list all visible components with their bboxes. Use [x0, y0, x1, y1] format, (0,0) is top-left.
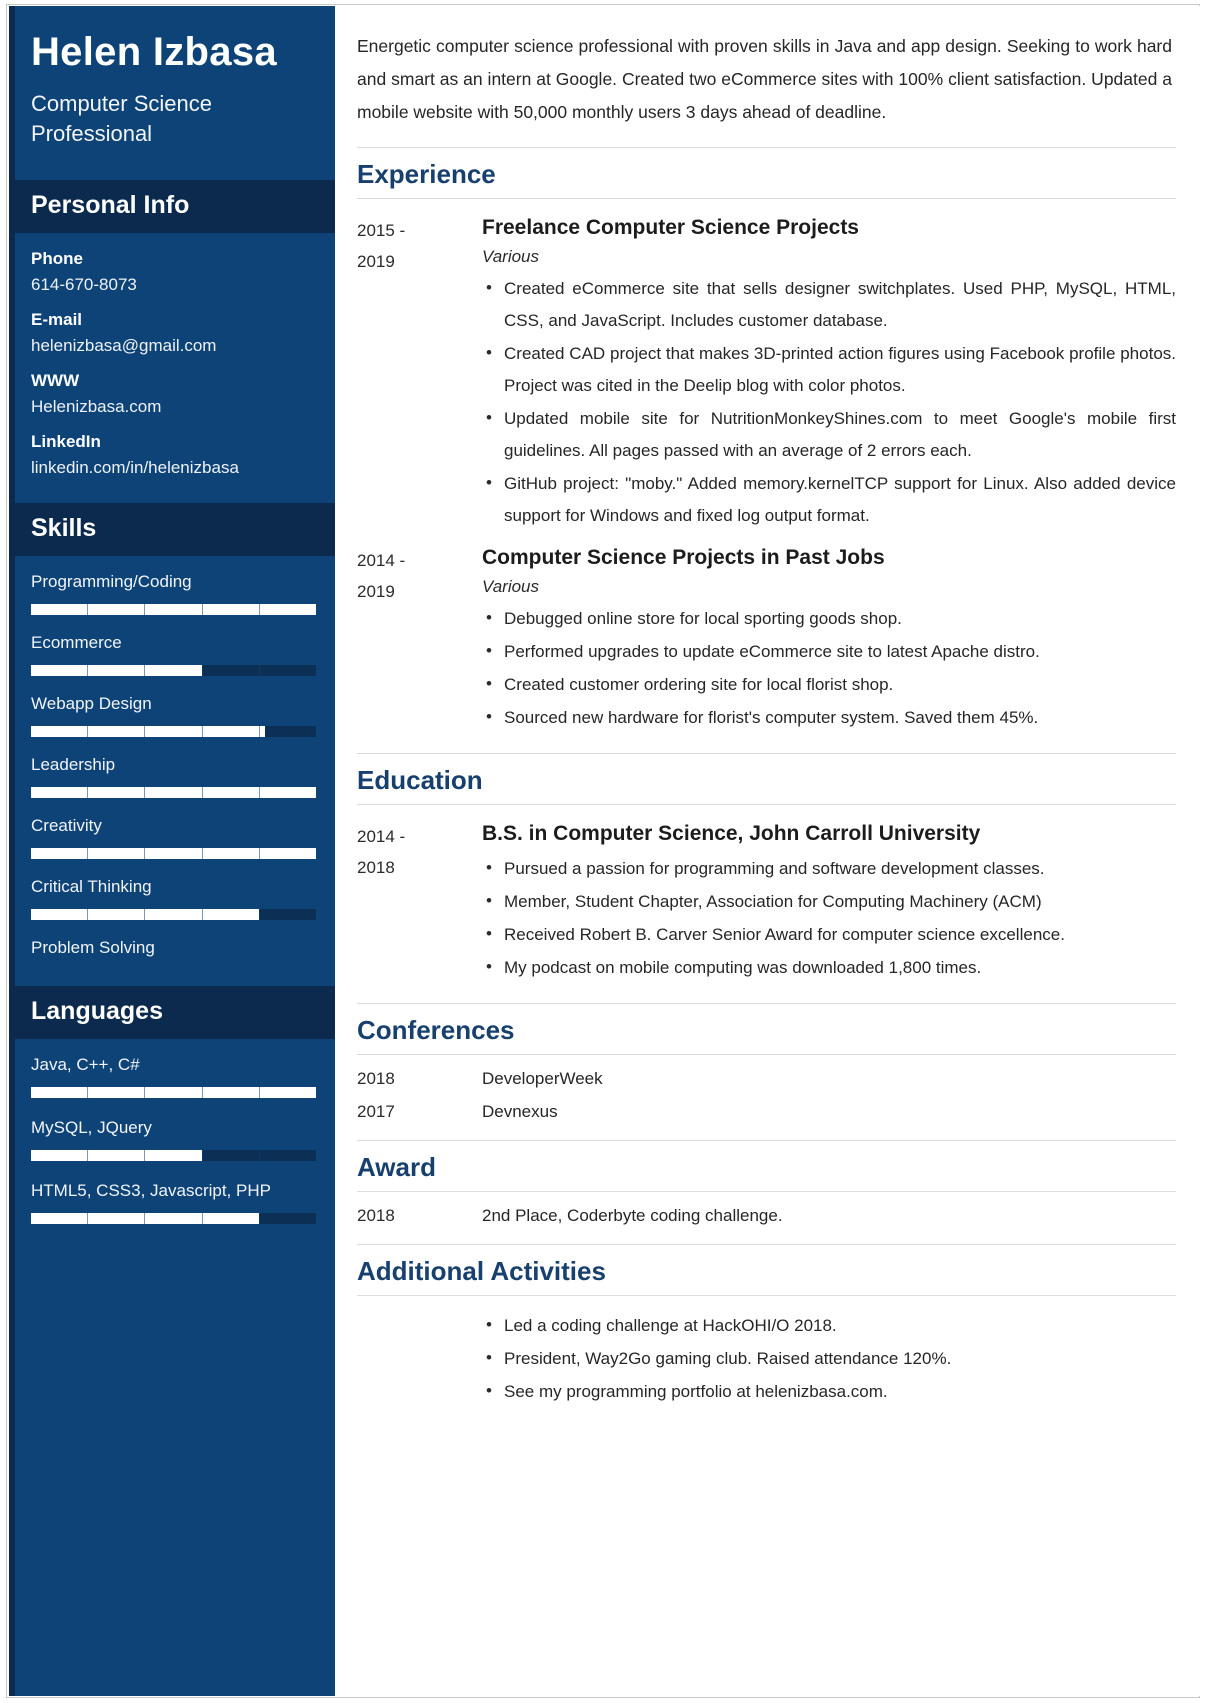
entry-date-start: 2014 - [357, 550, 406, 570]
main-content [335, 6, 1200, 1696]
skill-level-bar [31, 1213, 316, 1224]
content-section [357, 753, 1176, 985]
section-header-skills: Skills [9, 503, 335, 556]
skill-level-ticks [31, 726, 316, 737]
section-title: Award [357, 1152, 436, 1183]
skill-level-ticks [31, 787, 316, 798]
skill-level-bar [31, 909, 316, 920]
section-rule [357, 1191, 1176, 1192]
skills-list [9, 556, 335, 986]
entry-body [482, 213, 1176, 533]
skill-level-ticks [31, 1213, 316, 1224]
info-value-www[interactable]: Helenizbasa.com [31, 396, 162, 416]
entry-subtitle: Various [482, 247, 540, 267]
entry-year: 2018 [357, 1069, 395, 1089]
skill-level-ticks [31, 848, 316, 859]
skill-name: Problem Solving [31, 937, 155, 957]
language-row [31, 1055, 313, 1098]
language-name: HTML5, CSS3, Javascript, PHP [31, 1180, 271, 1200]
entry-text: Devnexus [482, 1102, 558, 1122]
section-header-personal-info: Personal Info [9, 180, 335, 233]
professional-summary: Energetic computer science professional with proven skills in Java and app design. Seeking to work hard and smart as an intern at Google. Created two eCommerce sites with 100% client satisfaction. Updated a mobile website with 50,000 monthly users 3 days ahead of deadline. [357, 36, 1172, 122]
entry-body [482, 819, 1176, 985]
info-label-email: E-mail [31, 309, 83, 329]
language-row [31, 1181, 313, 1224]
content-section [357, 147, 1176, 735]
skill-level-bar [31, 604, 316, 615]
skill-level-ticks [31, 1150, 316, 1161]
section-rule [357, 1295, 1176, 1296]
entry-date-end: 2018 [357, 857, 395, 877]
section-title: Education [357, 764, 483, 795]
entry-year: 2018 [357, 1206, 395, 1226]
skill-row [31, 633, 313, 676]
bullet-item: • Sourced new hardware for florist's computer system. Saved them 45%. [482, 702, 1176, 734]
skill-name: Leadership [31, 754, 116, 774]
skill-row [31, 572, 313, 615]
section-bullet-holder [357, 1310, 1176, 1408]
language-row [31, 1118, 313, 1161]
entry-date-end: 2019 [357, 251, 395, 271]
simple-entry-row [357, 1206, 1176, 1226]
entry-text: 2nd Place, Coderbyte coding challenge. [482, 1206, 783, 1226]
main-sections [357, 147, 1176, 1408]
section-rule [357, 1003, 1176, 1004]
bullet-item: • Created customer ordering site for local florist shop. [482, 669, 1176, 701]
entry-date-range [357, 543, 482, 608]
bullet-item: • Led a coding challenge at HackOHI/O 2018. [482, 1310, 1176, 1342]
info-label-linkedin: LinkedIn [31, 431, 101, 451]
info-value-email[interactable]: helenizbasa@gmail.com [31, 335, 217, 355]
section-bullet-list [482, 1310, 1176, 1408]
section-rule [357, 1054, 1176, 1055]
entry-text: DeveloperWeek [482, 1069, 603, 1089]
content-section [357, 1244, 1176, 1408]
entry-subtitle: Various [482, 577, 540, 597]
skill-level-bar [31, 1150, 316, 1161]
bullet-item: • GitHub project: "moby." Added memory.kernelTCP support for Linux. Also added device support for Windows and fixed log output format. [482, 468, 1176, 532]
section-title: Experience [357, 158, 496, 189]
experience-entry [357, 819, 1176, 985]
section-title: Additional Activities [357, 1256, 606, 1287]
skill-level-bar [31, 848, 316, 859]
skill-row [31, 938, 313, 958]
bullet-item: • Debugged online store for local sporting goods shop. [482, 603, 1176, 635]
content-section [357, 1003, 1176, 1122]
skill-name: Creativity [31, 815, 102, 835]
skill-level-ticks [31, 604, 316, 615]
section-rule [357, 753, 1176, 754]
entry-date-range [357, 819, 482, 884]
content-section [357, 1140, 1176, 1226]
bullet-item: • My podcast on mobile computing was downloaded 1,800 times. [482, 952, 1176, 984]
entry-date-start: 2015 - [357, 220, 406, 240]
info-item-www [31, 371, 313, 417]
entry-title: Freelance Computer Science Projects [482, 215, 859, 239]
name-block [9, 6, 335, 180]
skill-level-bar [31, 726, 316, 737]
skill-level-bar [31, 665, 316, 676]
skill-level-bar [31, 787, 316, 798]
skill-row [31, 694, 313, 737]
bullet-item: • Created eCommerce site that sells designer switchplates. Used PHP, MySQL, HTML, CSS, and JavaScript. Includes customer database. [482, 273, 1176, 337]
skill-row [31, 816, 313, 859]
info-item-linkedin [31, 432, 313, 478]
bullet-item: • Created CAD project that makes 3D-printed action figures using Facebook profile photos. Project was cited in the Deelip blog with color photos. [482, 338, 1176, 402]
info-value-phone[interactable]: 614-670-8073 [31, 274, 137, 294]
bullet-item: • Performed upgrades to update eCommerce site to latest Apache distro. [482, 636, 1176, 668]
skill-row [31, 755, 313, 798]
bullet-item: • President, Way2Go gaming club. Raised attendance 120%. [482, 1343, 1176, 1375]
section-rule [357, 198, 1176, 199]
section-rule [357, 1244, 1176, 1245]
entry-bullet-list [482, 273, 1176, 532]
entry-body [482, 543, 1176, 735]
entry-year: 2017 [357, 1102, 395, 1122]
section-rule [357, 1140, 1176, 1141]
section-title: Conferences [357, 1015, 515, 1046]
entry-title: B.S. in Computer Science, John Carroll University [482, 821, 981, 845]
language-name: MySQL, JQuery [31, 1117, 152, 1137]
info-value-linkedin[interactable]: linkedin.com/in/helenizbasa [31, 457, 239, 477]
skill-name: Critical Thinking [31, 876, 152, 896]
sidebar [9, 6, 335, 1696]
section-rule [357, 147, 1176, 148]
skill-name: Programming/Coding [31, 571, 192, 591]
info-item-email [31, 310, 313, 356]
bullet-item: • Member, Student Chapter, Association for Computing Machinery (ACM) [482, 886, 1176, 918]
languages-list [9, 1039, 335, 1254]
skill-level-ticks [31, 909, 316, 920]
info-item-phone [31, 249, 313, 295]
experience-entry [357, 213, 1176, 533]
language-name: Java, C++, C# [31, 1054, 140, 1074]
personal-info-list [9, 233, 335, 503]
simple-entry-row [357, 1102, 1176, 1122]
entry-date-range [357, 213, 482, 278]
bullet-item: • Updated mobile site for NutritionMonkeyShines.com to meet Google's mobile first guidelines. All pages passed with an average of 2 errors each. [482, 403, 1176, 467]
info-label-phone: Phone [31, 248, 83, 268]
candidate-job-title: Computer Science Professional [31, 90, 212, 147]
skill-level-ticks [31, 1087, 316, 1098]
bullet-item: • Received Robert B. Carver Senior Award for computer science excellence. [482, 919, 1176, 951]
skill-level-bar [31, 1087, 316, 1098]
entry-bullet-list [482, 853, 1176, 984]
section-header-languages: Languages [9, 986, 335, 1039]
skill-name: Ecommerce [31, 632, 122, 652]
info-label-www: WWW [31, 370, 80, 390]
section-rule [357, 804, 1176, 805]
entry-date-end: 2019 [357, 581, 395, 601]
skill-level-ticks [31, 665, 316, 676]
candidate-name: Helen Izbasa [31, 30, 277, 74]
entry-bullet-list [482, 603, 1176, 734]
skill-row [31, 877, 313, 920]
skill-name: Webapp Design [31, 693, 152, 713]
sidebar-accent-stripe [9, 6, 15, 1696]
bullet-item: • Pursued a passion for programming and software development classes. [482, 853, 1176, 885]
experience-entry [357, 543, 1176, 735]
entry-title: Computer Science Projects in Past Jobs [482, 545, 885, 569]
simple-entry-row [357, 1069, 1176, 1089]
entry-date-start: 2014 - [357, 826, 406, 846]
bullet-item: • See my programming portfolio at helenizbasa.com. [482, 1376, 1176, 1408]
